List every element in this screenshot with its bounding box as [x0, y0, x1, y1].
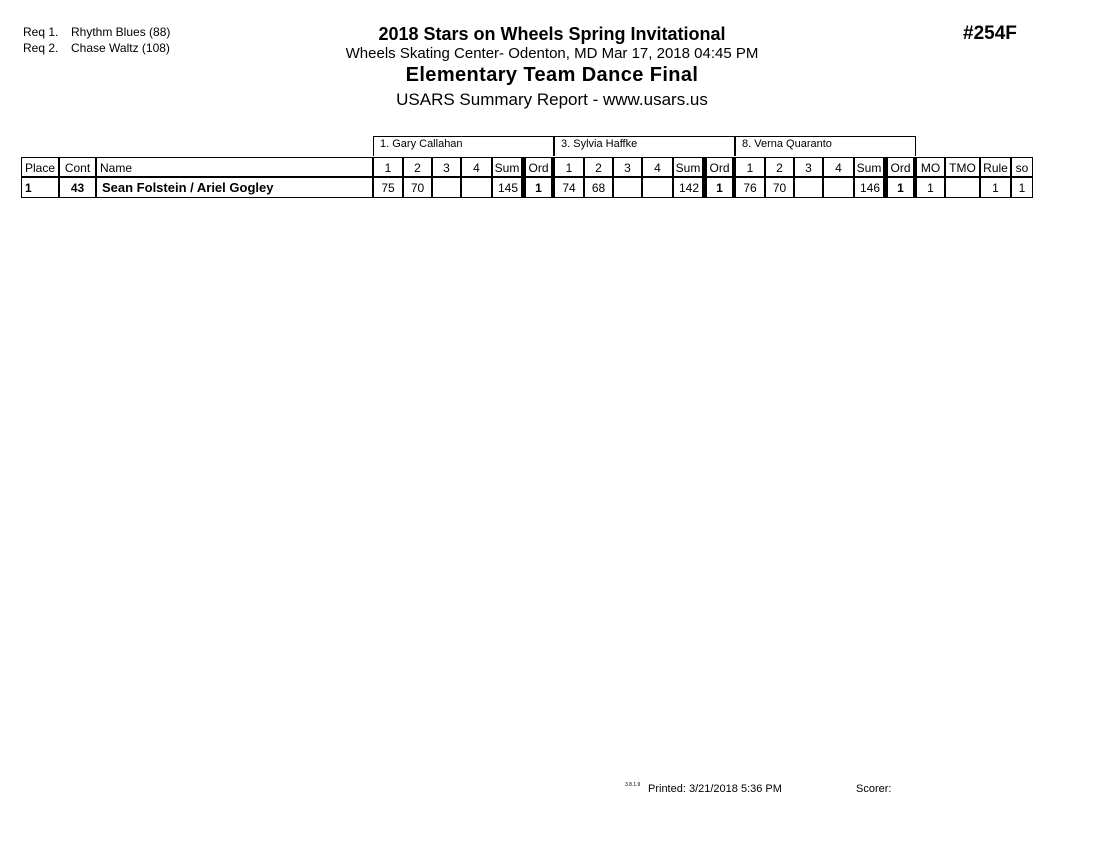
cell-j1-1: 75 — [373, 177, 403, 198]
col-header-mo: MO — [916, 157, 945, 177]
cell-place: 1 — [21, 177, 59, 198]
cell-j1-2: 70 — [403, 177, 432, 198]
competition-title: 2018 Stars on Wheels Spring Invitational — [378, 24, 726, 44]
col-header-j2-4: 4 — [642, 157, 673, 177]
cell-j2-1: 74 — [554, 177, 584, 198]
cell-j3-3 — [794, 177, 823, 198]
cell-name: Sean Folstein / Ariel Gogley — [96, 177, 373, 198]
cell-j3-sum: 146 — [854, 177, 884, 198]
scorer-label: Scorer: — [856, 783, 892, 795]
col-header-place: Place — [21, 157, 59, 177]
col-header-j2-ord: Ord — [703, 157, 735, 177]
col-header-j2-1: 1 — [554, 157, 584, 177]
cell-j3-1: 76 — [735, 177, 765, 198]
cell-j3-4 — [823, 177, 854, 198]
cell-cont: 43 — [59, 177, 96, 198]
cell-so: 1 — [1011, 177, 1033, 198]
col-header-name: Name — [96, 157, 373, 177]
col-header-j3-3: 3 — [794, 157, 823, 177]
requirement-number: Req 1. — [23, 25, 59, 39]
requirement-1 — [23, 25, 170, 39]
judge-header-2: 3. Sylvia Haffke — [554, 136, 735, 156]
printed-timestamp: Printed: 3/21/2018 5:36 PM — [648, 783, 782, 795]
col-header-j2-sum: Sum — [673, 157, 703, 177]
cell-j2-3 — [613, 177, 642, 198]
venue-datetime: Wheels Skating Center- Odenton, MD Mar 17, 2018 04:45 PM — [345, 45, 759, 62]
cell-j1-4 — [461, 177, 492, 198]
col-header-j3-1: 1 — [735, 157, 765, 177]
col-header-j2-2: 2 — [584, 157, 613, 177]
requirement-number: Req 2. — [23, 41, 59, 55]
col-header-j3-ord: Ord — [884, 157, 916, 177]
cell-j1-ord: 1 — [522, 177, 554, 198]
col-header-j3-4: 4 — [823, 157, 854, 177]
col-header-j1-3: 3 — [432, 157, 461, 177]
cell-rule: 1 — [980, 177, 1011, 198]
col-header-cont: Cont — [59, 157, 96, 177]
event-title: Elementary Team Dance Final — [405, 64, 699, 86]
cell-tmo — [945, 177, 980, 198]
cell-j2-2: 68 — [584, 177, 613, 198]
cell-j1-3 — [432, 177, 461, 198]
col-header-j1-2: 2 — [403, 157, 432, 177]
software-version: 3.8.1.9 — [625, 782, 641, 788]
requirement-2 — [23, 41, 170, 55]
cell-j1-sum: 145 — [492, 177, 522, 198]
col-header-j1-sum: Sum — [492, 157, 522, 177]
judge-header-3: 8. Verna Quaranto — [735, 136, 916, 156]
col-header-j1-4: 4 — [461, 157, 492, 177]
col-header-so: so — [1011, 157, 1033, 177]
cell-j2-sum: 142 — [673, 177, 703, 198]
report-title: USARS Summary Report - www.usars.us — [396, 90, 708, 109]
requirement-text: Chase Waltz (108) — [71, 41, 170, 55]
requirement-text: Rhythm Blues (88) — [71, 25, 171, 39]
cell-mo: 1 — [916, 177, 945, 198]
judge-header-1: 1. Gary Callahan — [373, 136, 554, 156]
cell-j2-ord: 1 — [703, 177, 735, 198]
cell-j3-2: 70 — [765, 177, 794, 198]
col-header-j3-sum: Sum — [854, 157, 884, 177]
col-header-j2-3: 3 — [613, 157, 642, 177]
col-header-rule: Rule — [980, 157, 1011, 177]
cell-j3-ord: 1 — [884, 177, 916, 198]
event-number: #254F — [963, 23, 1017, 44]
col-header-tmo: TMO — [945, 157, 980, 177]
col-header-j1-1: 1 — [373, 157, 403, 177]
col-header-j3-2: 2 — [765, 157, 794, 177]
cell-j2-4 — [642, 177, 673, 198]
col-header-j1-ord: Ord — [522, 157, 554, 177]
